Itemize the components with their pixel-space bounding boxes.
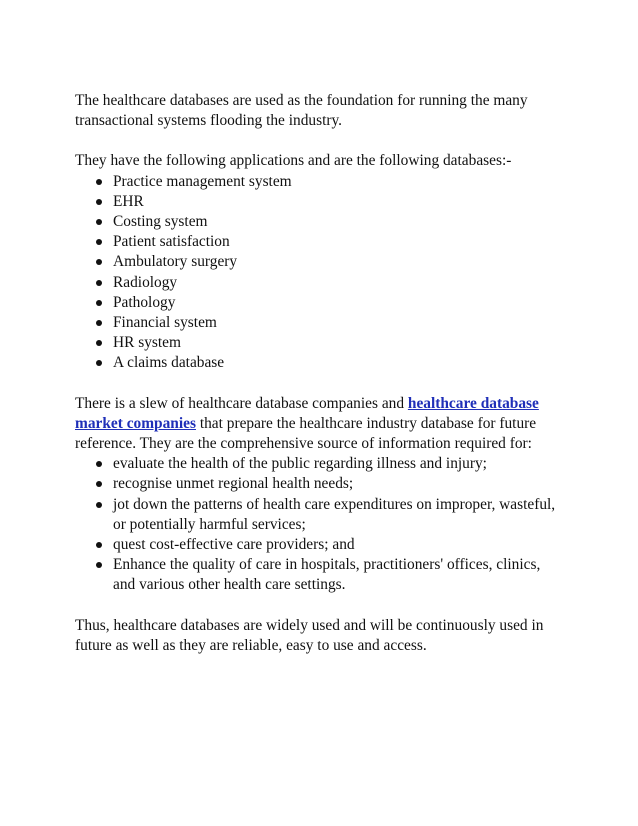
- list-item: Patient satisfaction: [75, 232, 565, 252]
- uses-list: [75, 454, 565, 595]
- list-item: Radiology: [75, 273, 565, 293]
- list-item: Enhance the quality of care in hospitals, practitioners' offices, clinics, and various other health care settings.: [75, 555, 565, 595]
- companies-paragraph: [75, 394, 565, 455]
- document-body: [75, 91, 565, 656]
- list-item: evaluate the health of the public regarding illness and injury;: [75, 454, 565, 474]
- intro-paragraph: The healthcare databases are used as the foundation for running the many transactional systems flooding the industry.: [75, 92, 528, 130]
- list-item: A claims database: [75, 353, 565, 373]
- list-item: EHR: [75, 192, 565, 212]
- list-item: HR system: [75, 333, 565, 353]
- list-item: recognise unmet regional health needs;: [75, 474, 565, 494]
- conclusion-paragraph: Thus, healthcare databases are widely used and will be continuously used in future as well as they are reliable, easy to use and access.: [75, 616, 544, 654]
- applications-intro: They have the following applications and are the following databases:-: [75, 152, 512, 170]
- companies-text-after: that prepare the healthcare industry database for future reference. They are the comprehensive source of information required for:: [75, 414, 537, 453]
- list-item: Financial system: [75, 313, 565, 333]
- list-item: Pathology: [75, 293, 565, 313]
- list-item: Ambulatory surgery: [75, 252, 565, 272]
- healthcare-database-market-companies-link[interactable]: healthcare database market companies: [75, 394, 539, 432]
- companies-text-before: There is a slew of healthcare database companies and: [75, 394, 408, 412]
- list-item: Practice management system: [75, 172, 565, 192]
- applications-list: [75, 172, 565, 374]
- list-item: quest cost-effective care providers; and: [75, 535, 565, 555]
- list-item: Costing system: [75, 212, 565, 232]
- list-item: jot down the patterns of health care expenditures on improper, wasteful, or potentially harmful services;: [75, 495, 565, 535]
